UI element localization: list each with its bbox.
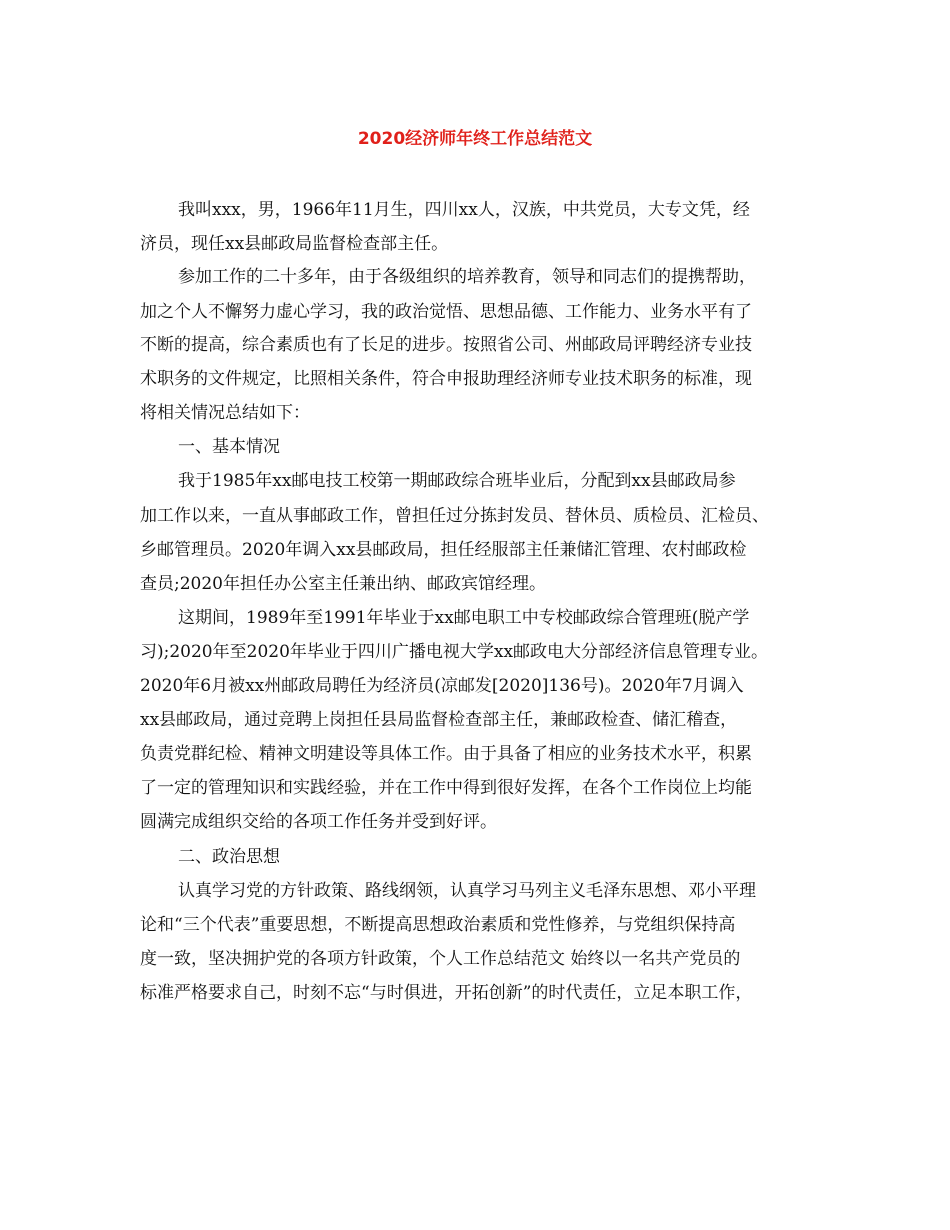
body-line: 术职务的文件规定，比照相关条件，符合申报助理经济师专业技术职务的标准，现	[140, 369, 752, 389]
body-line: 了一定的管理知识和实践经验，并在工作中得到很好发挥，在各个工作岗位上均能	[140, 778, 752, 798]
body-line: 习);2020年至2020年毕业于四川广播电视大学xx邮政电大分部经济信息管理专业。	[140, 642, 769, 662]
body-line: 乡邮管理员。2020年调入xx县邮政局，担任经服部主任兼储汇管理、农村邮政检	[140, 540, 747, 560]
body-line: 度一致，坚决拥护党的各项方针政策，个人工作总结范文 始终以一名共产党员的	[140, 949, 741, 969]
document-title: 2020经济师年终工作总结范文	[357, 129, 593, 149]
body-line: xx县邮政局，通过竞聘上岗担任县局监督检查部主任，兼邮政检查、储汇稽查，	[140, 710, 738, 730]
body-line: 参加工作的二十多年，由于各级组织的培养教育，领导和同志们的提携帮助，	[178, 267, 756, 287]
body-line: 2020年6月被xx州邮政局聘任为经济员(凉邮发[2020]136号)。2020年7月调入	[140, 676, 744, 696]
body-line: 加之个人不懈努力虚心学习，我的政治觉悟、思想品德、工作能力、业务水平有了	[140, 302, 752, 322]
body-line: 圆满完成组织交给的各项工作任务并受到好评。	[140, 812, 497, 832]
body-line: 这期间，1989年至1991年毕业于xx邮电职工中专校邮政综合管理班(脱产学	[178, 608, 750, 628]
body-line: 将相关情况总结如下：	[140, 403, 310, 423]
body-line: 我叫xxx，男，1966年11月生，四川xx人，汉族，中共党员，大专文凭，经	[178, 200, 750, 220]
section-heading: 二、政治思想	[178, 847, 280, 867]
body-line: 加工作以来，一直从事邮政工作，曾担任过分拣封发员、替休员、质检员、汇检员、	[140, 506, 769, 526]
body-line: 负责党群纪检、精神文明建设等具体工作。由于具备了相应的业务技术水平，积累	[140, 744, 752, 764]
body-line: 标准严格要求自己，时刻不忘“与时俱进，开拓创新”的时代责任，立足本职工作，	[140, 983, 753, 1003]
body-line: 论和“三个代表”重要思想，不断提高思想政治素质和党性修养，与党组织保持高	[140, 915, 736, 935]
section-heading: 一、基本情况	[178, 437, 280, 457]
body-line: 不断的提高，综合素质也有了长足的进步。按照省公司、州邮政局评聘经济专业技	[140, 335, 752, 355]
body-line: 查员;2020年担任办公室主任兼出纳、邮政宾馆经理。	[140, 574, 546, 594]
body-line: 我于1985年xx邮电技工校第一期邮政综合班毕业后，分配到xx县邮政局参	[178, 471, 736, 491]
body-line: 认真学习党的方针政策、路线纲领，认真学习马列主义毛泽东思想、邓小平理	[178, 881, 756, 901]
body-line: 济员，现任xx县邮政局监督检查部主任。	[140, 234, 449, 254]
